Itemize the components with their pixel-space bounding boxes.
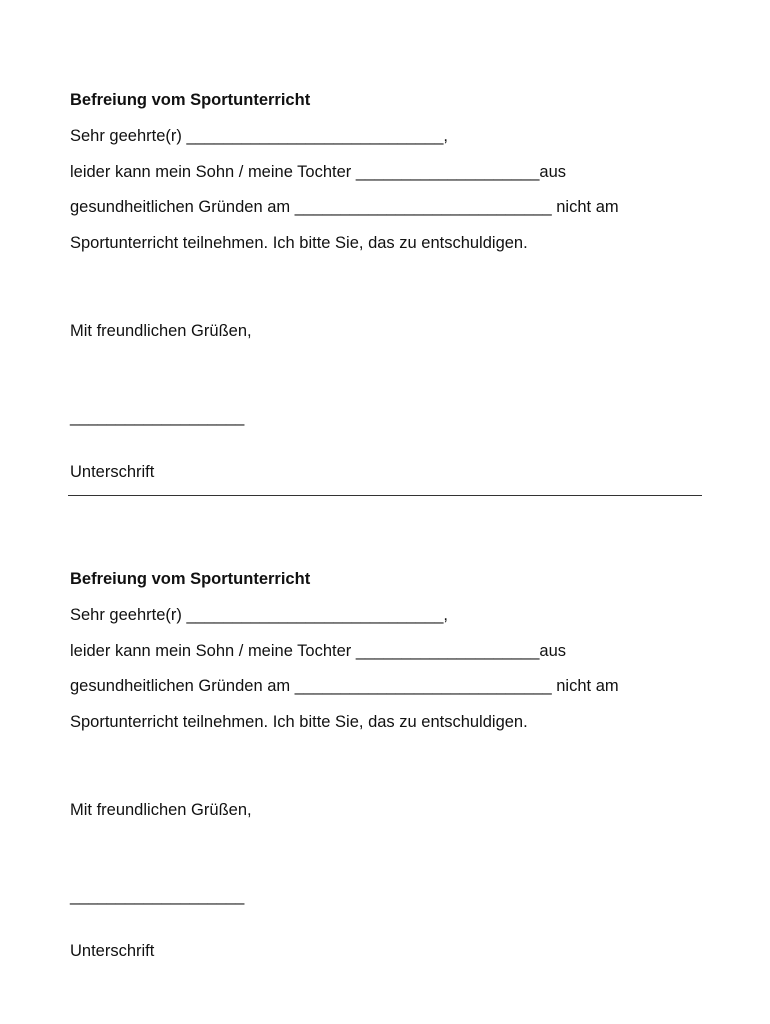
salutation-line: Sehr geehrte(r) ____________________________,: [70, 606, 448, 624]
closing-line: Mit freundlichen Grüßen,: [70, 322, 252, 340]
salutation-line: Sehr geehrte(r) ____________________________,: [70, 127, 448, 145]
form-title: Befreiung vom Sportunterricht: [70, 91, 311, 109]
signature-line: ___________________: [70, 887, 245, 905]
signature-line: ___________________: [70, 408, 245, 426]
body-line-child: leider kann mein Sohn / meine Tochter ____________________aus: [70, 642, 566, 660]
form-title: Befreiung vom Sportunterricht: [70, 570, 311, 588]
body-line-date: gesundheitlichen Gründen am ____________________________ nicht am: [70, 677, 619, 695]
signature-label: Unterschrift: [70, 463, 155, 481]
body-line-request: Sportunterricht teilnehmen. Ich bitte Sie, das zu entschuldigen.: [70, 234, 528, 252]
closing-line: Mit freundlichen Grüßen,: [70, 801, 252, 819]
body-line-date: gesundheitlichen Gründen am ____________________________ nicht am: [70, 198, 619, 216]
body-line-child: leider kann mein Sohn / meine Tochter ____________________aus: [70, 163, 566, 181]
signature-label: Unterschrift: [70, 942, 155, 960]
body-line-request: Sportunterricht teilnehmen. Ich bitte Sie, das zu entschuldigen.: [70, 713, 528, 731]
cut-divider: [68, 495, 702, 496]
